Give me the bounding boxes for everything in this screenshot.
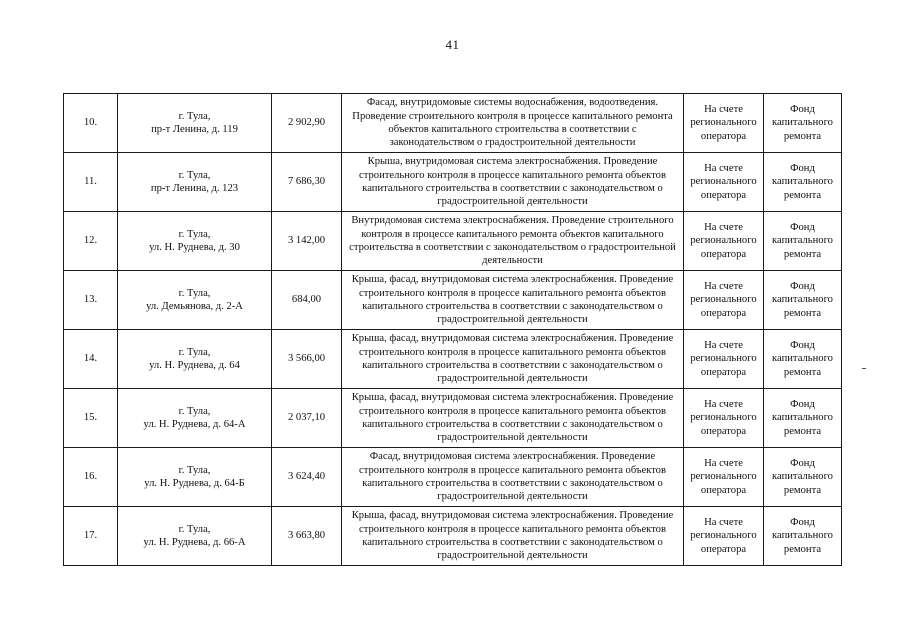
address-cell <box>118 507 272 566</box>
table-row <box>64 212 842 271</box>
row-number: 11. <box>64 153 118 212</box>
address-street: ул. Н. Руднева, д. 66-А <box>143 537 246 548</box>
funding-source-cell: Фонд капитального ремонта <box>764 507 842 566</box>
address-cell <box>118 94 272 153</box>
address-cell <box>118 153 272 212</box>
address-cell <box>118 448 272 507</box>
address-street: ул. Н. Руднева, д. 30 <box>149 242 240 253</box>
address-street: ул. Демьянова, д. 2-А <box>146 301 243 312</box>
account-cell: На счете регионального оператора <box>684 448 764 507</box>
row-number: 12. <box>64 212 118 271</box>
address-city: г. Тула, <box>178 523 211 535</box>
account-cell: На счете регионального оператора <box>684 507 764 566</box>
table-row <box>64 153 842 212</box>
table-row <box>64 330 842 389</box>
address-city: г. Тула, <box>178 287 211 299</box>
works-description: Крыша, фасад, внутридомовая система электроснабжения. Проведение строительного контроля в процессе капитального ремонта объектов капитального строительства в соответствии с законодательством о градостроительной деятельности <box>342 330 684 389</box>
row-number: 16. <box>64 448 118 507</box>
cost-cell: 2 902,90 <box>272 94 342 153</box>
works-description: Крыша, фасад, внутридомовая система электроснабжения. Проведение строительного контроля в процессе капитального ремонта объектов капитального строительства в соответствии с законодательством о градостроительной деятельности <box>342 389 684 448</box>
margin-mark <box>862 368 866 369</box>
works-description: Крыша, фасад, внутридомовая система электроснабжения. Проведение строительного контроля в процессе капитального ремонта объектов капитального строительства в соответствии с законодательством о градостроительной деятельности <box>342 271 684 330</box>
row-number: 14. <box>64 330 118 389</box>
table-row <box>64 94 842 153</box>
funding-source-cell: Фонд капитального ремонта <box>764 448 842 507</box>
works-description: Внутридомовая система электроснабжения. Проведение строительного контроля в процессе капитального ремонта объектов капитального строительства в соответствии с законодательством о градостроительной деятельности <box>342 212 684 271</box>
funding-source-cell: Фонд капитального ремонта <box>764 212 842 271</box>
cost-cell: 3 663,80 <box>272 507 342 566</box>
table-row <box>64 448 842 507</box>
address-street: ул. Н. Руднева, д. 64-А <box>143 419 246 430</box>
cost-cell: 2 037,10 <box>272 389 342 448</box>
funding-source-cell: Фонд капитального ремонта <box>764 389 842 448</box>
funding-source-cell: Фонд капитального ремонта <box>764 330 842 389</box>
table-row <box>64 271 842 330</box>
row-number: 17. <box>64 507 118 566</box>
address-city: г. Тула, <box>178 346 211 358</box>
address-cell <box>118 389 272 448</box>
address-street: ул. Н. Руднева, д. 64 <box>149 360 240 371</box>
works-description: Фасад, внутридомовая система электроснабжения. Проведение строительного контроля в процессе капитального ремонта объектов капитального строительства в соответствии с законодательством о градостроительной деятельности <box>342 448 684 507</box>
account-cell: На счете регионального оператора <box>684 94 764 153</box>
works-description: Фасад, внутридомовые системы водоснабжения, водоотведения. Проведение строительного контроля в процессе капитального ремонта объектов капитального строительства в соответствии с законодательством о градостроительной деятельности <box>342 94 684 153</box>
address-city: г. Тула, <box>178 405 211 417</box>
address-cell <box>118 271 272 330</box>
address-cell <box>118 212 272 271</box>
account-cell: На счете регионального оператора <box>684 389 764 448</box>
table-body <box>64 94 842 566</box>
address-city: г. Тула, <box>178 464 211 476</box>
row-number: 15. <box>64 389 118 448</box>
row-number: 13. <box>64 271 118 330</box>
cost-cell: 3 142,00 <box>272 212 342 271</box>
works-description: Крыша, внутридомовая система электроснабжения. Проведение строительного контроля в процессе капитального ремонта объектов капитального строительства в соответствии с законодательством о градостроительной деятельности <box>342 153 684 212</box>
cost-cell: 3 566,00 <box>272 330 342 389</box>
table-row <box>64 507 842 566</box>
cost-cell: 7 686,30 <box>272 153 342 212</box>
address-city: г. Тула, <box>178 228 211 240</box>
account-cell: На счете регионального оператора <box>684 330 764 389</box>
table-row <box>64 389 842 448</box>
cost-cell: 684,00 <box>272 271 342 330</box>
address-street: пр-т Ленина, д. 119 <box>151 124 238 135</box>
address-city: г. Тула, <box>178 110 211 122</box>
works-description: Крыша, фасад, внутридомовая система электроснабжения. Проведение строительного контроля в процессе капитального ремонта объектов капитального строительства в соответствии с законодательством о градостроительной деятельности <box>342 507 684 566</box>
account-cell: На счете регионального оператора <box>684 271 764 330</box>
capital-repair-table <box>63 93 842 566</box>
account-cell: На счете регионального оператора <box>684 153 764 212</box>
funding-source-cell: Фонд капитального ремонта <box>764 94 842 153</box>
address-city: г. Тула, <box>178 169 211 181</box>
address-street: пр-т Ленина, д. 123 <box>150 183 239 194</box>
page-number: 41 <box>445 37 460 52</box>
cost-cell: 3 624,40 <box>272 448 342 507</box>
row-number: 10. <box>64 94 118 153</box>
account-cell: На счете регионального оператора <box>684 212 764 271</box>
address-cell <box>118 330 272 389</box>
address-street: ул. Н. Руднева, д. 64-Б <box>144 478 245 489</box>
funding-source-cell: Фонд капитального ремонта <box>764 153 842 212</box>
funding-source-cell: Фонд капитального ремонта <box>764 271 842 330</box>
